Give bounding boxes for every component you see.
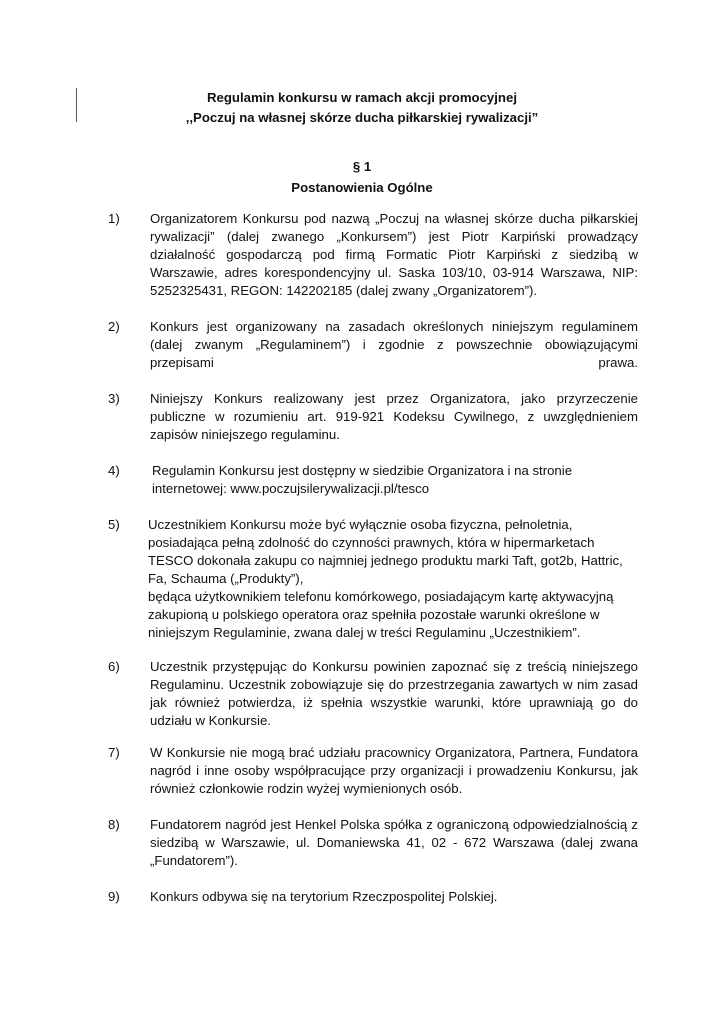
item-number: 3): [108, 391, 120, 406]
item-text: Fundatorem nagród jest Henkel Polska spółka z ograniczoną odpowiedzialnością z siedzibą w Warszawie, ul. Domaniewska 41, 02 - 672 Warszawa (dalej zwana „Fundatorem”).: [150, 817, 638, 868]
item-number: 2): [108, 319, 120, 334]
item-text-line: zakupioną u polskiego operatora oraz spełniła pozostałe warunki określone w: [148, 607, 600, 622]
item-text: [148, 516, 636, 642]
item-text-line: posiadająca pełną zdolność do czynności prawnych, która w hipermarketach: [148, 535, 595, 550]
item-text: [150, 318, 638, 372]
item-text-line: Regulamin Konkursu jest dostępny w siedzibie Organizatora i na stronie: [152, 463, 573, 478]
item-text: W Konkursie nie mogą brać udziału pracownicy Organizatora, Partnera, Fundatora nagród i inne osoby współpracujące przy organizacji i prowadzeniu Konkursu, jak również członkowie rodzin wyżej wymienionych osób.: [150, 745, 638, 796]
item-number: 7): [108, 745, 120, 760]
document-title: [0, 88, 724, 128]
item-text-line: niniejszym Regulaminie, zwana dalej w treści Regulaminu „Uczestnikiem”.: [148, 625, 581, 640]
item-text-last-right: prawa.: [598, 355, 638, 370]
item-text-line: Fa, Schauma („Produkty”),: [148, 571, 304, 586]
item-text: Organizatorem Konkursu pod nazwą „Poczuj na własnej skórze ducha piłkarskiej rywalizacji” (dalej zwanego „Konkursem”) jest Piotr Karpiński prowadzący działalność gospodarczą pod firmą Formatic Piotr Karpiński z siedzibą w Warszawie, adres korespondencyjny ul. Saska 103/10, 03-914 Warszawa, NIP: 5252325431, REGON: 142202185 (dalej zwany „Organizatorem”).: [150, 211, 638, 298]
item-text-body: Konkurs jest organizowany na zasadach określonych niniejszym regulaminem (dalej zwanym „Regulaminem”) i zgodnie z powszechnie obowiązującymi: [150, 319, 638, 352]
section-number: § 1: [352, 159, 372, 174]
item-text: [152, 462, 640, 498]
item-text-last-left: przepisami: [150, 355, 214, 370]
item-text-last-line: [150, 354, 638, 372]
item-text: Konkurs odbywa się na terytorium Rzeczpospolitej Polskiej.: [150, 889, 498, 904]
item-number: 8): [108, 817, 120, 832]
item-text: Niniejszy Konkurs realizowany jest przez Organizatora, jako przyrzeczenie publiczne w rozumieniu art. 919-921 Kodeksu Cywilnego, z uwzględnieniem zapisów niniejszego regulaminu.: [150, 391, 638, 442]
title-line-2: ,,Poczuj na własnej skórze ducha piłkarskiej rywalizacji”: [185, 110, 539, 125]
item-number: 9): [108, 889, 120, 904]
item-number: 4): [108, 463, 120, 478]
item-text-line: TESCO dokonała zakupu co najmniej jednego produktu marki Taft, got2b, Hattric,: [148, 553, 623, 568]
title-line-1: Regulamin konkursu w ramach akcji promocyjnej: [206, 90, 517, 105]
item-number: 1): [108, 211, 120, 226]
item-text: Uczestnik przystępując do Konkursu powinien zapoznać się z treścią niniejszego Regulaminu. Uczestnik zobowiązuje się do przestrzegania zawartych w nim zasad jak również potwierdza, iż spełnia wszystkie warunki, które uprawniają go do udziału w Konkursie.: [150, 659, 638, 728]
item-number: 6): [108, 659, 120, 674]
item-text-line: internetowej: www.poczujsilerywalizacji.pl/tesco: [152, 481, 430, 496]
item-text-line: będąca użytkownikiem telefonu komórkowego, posiadającym kartę aktywacyjną: [148, 589, 614, 604]
item-number: 5): [108, 517, 120, 532]
section-heading: [0, 156, 724, 198]
section-title: Postanowienia Ogólne: [291, 180, 433, 195]
item-text-line: Uczestnikiem Konkursu może być wyłącznie osoba fizyczna, pełnoletnia,: [148, 517, 573, 532]
